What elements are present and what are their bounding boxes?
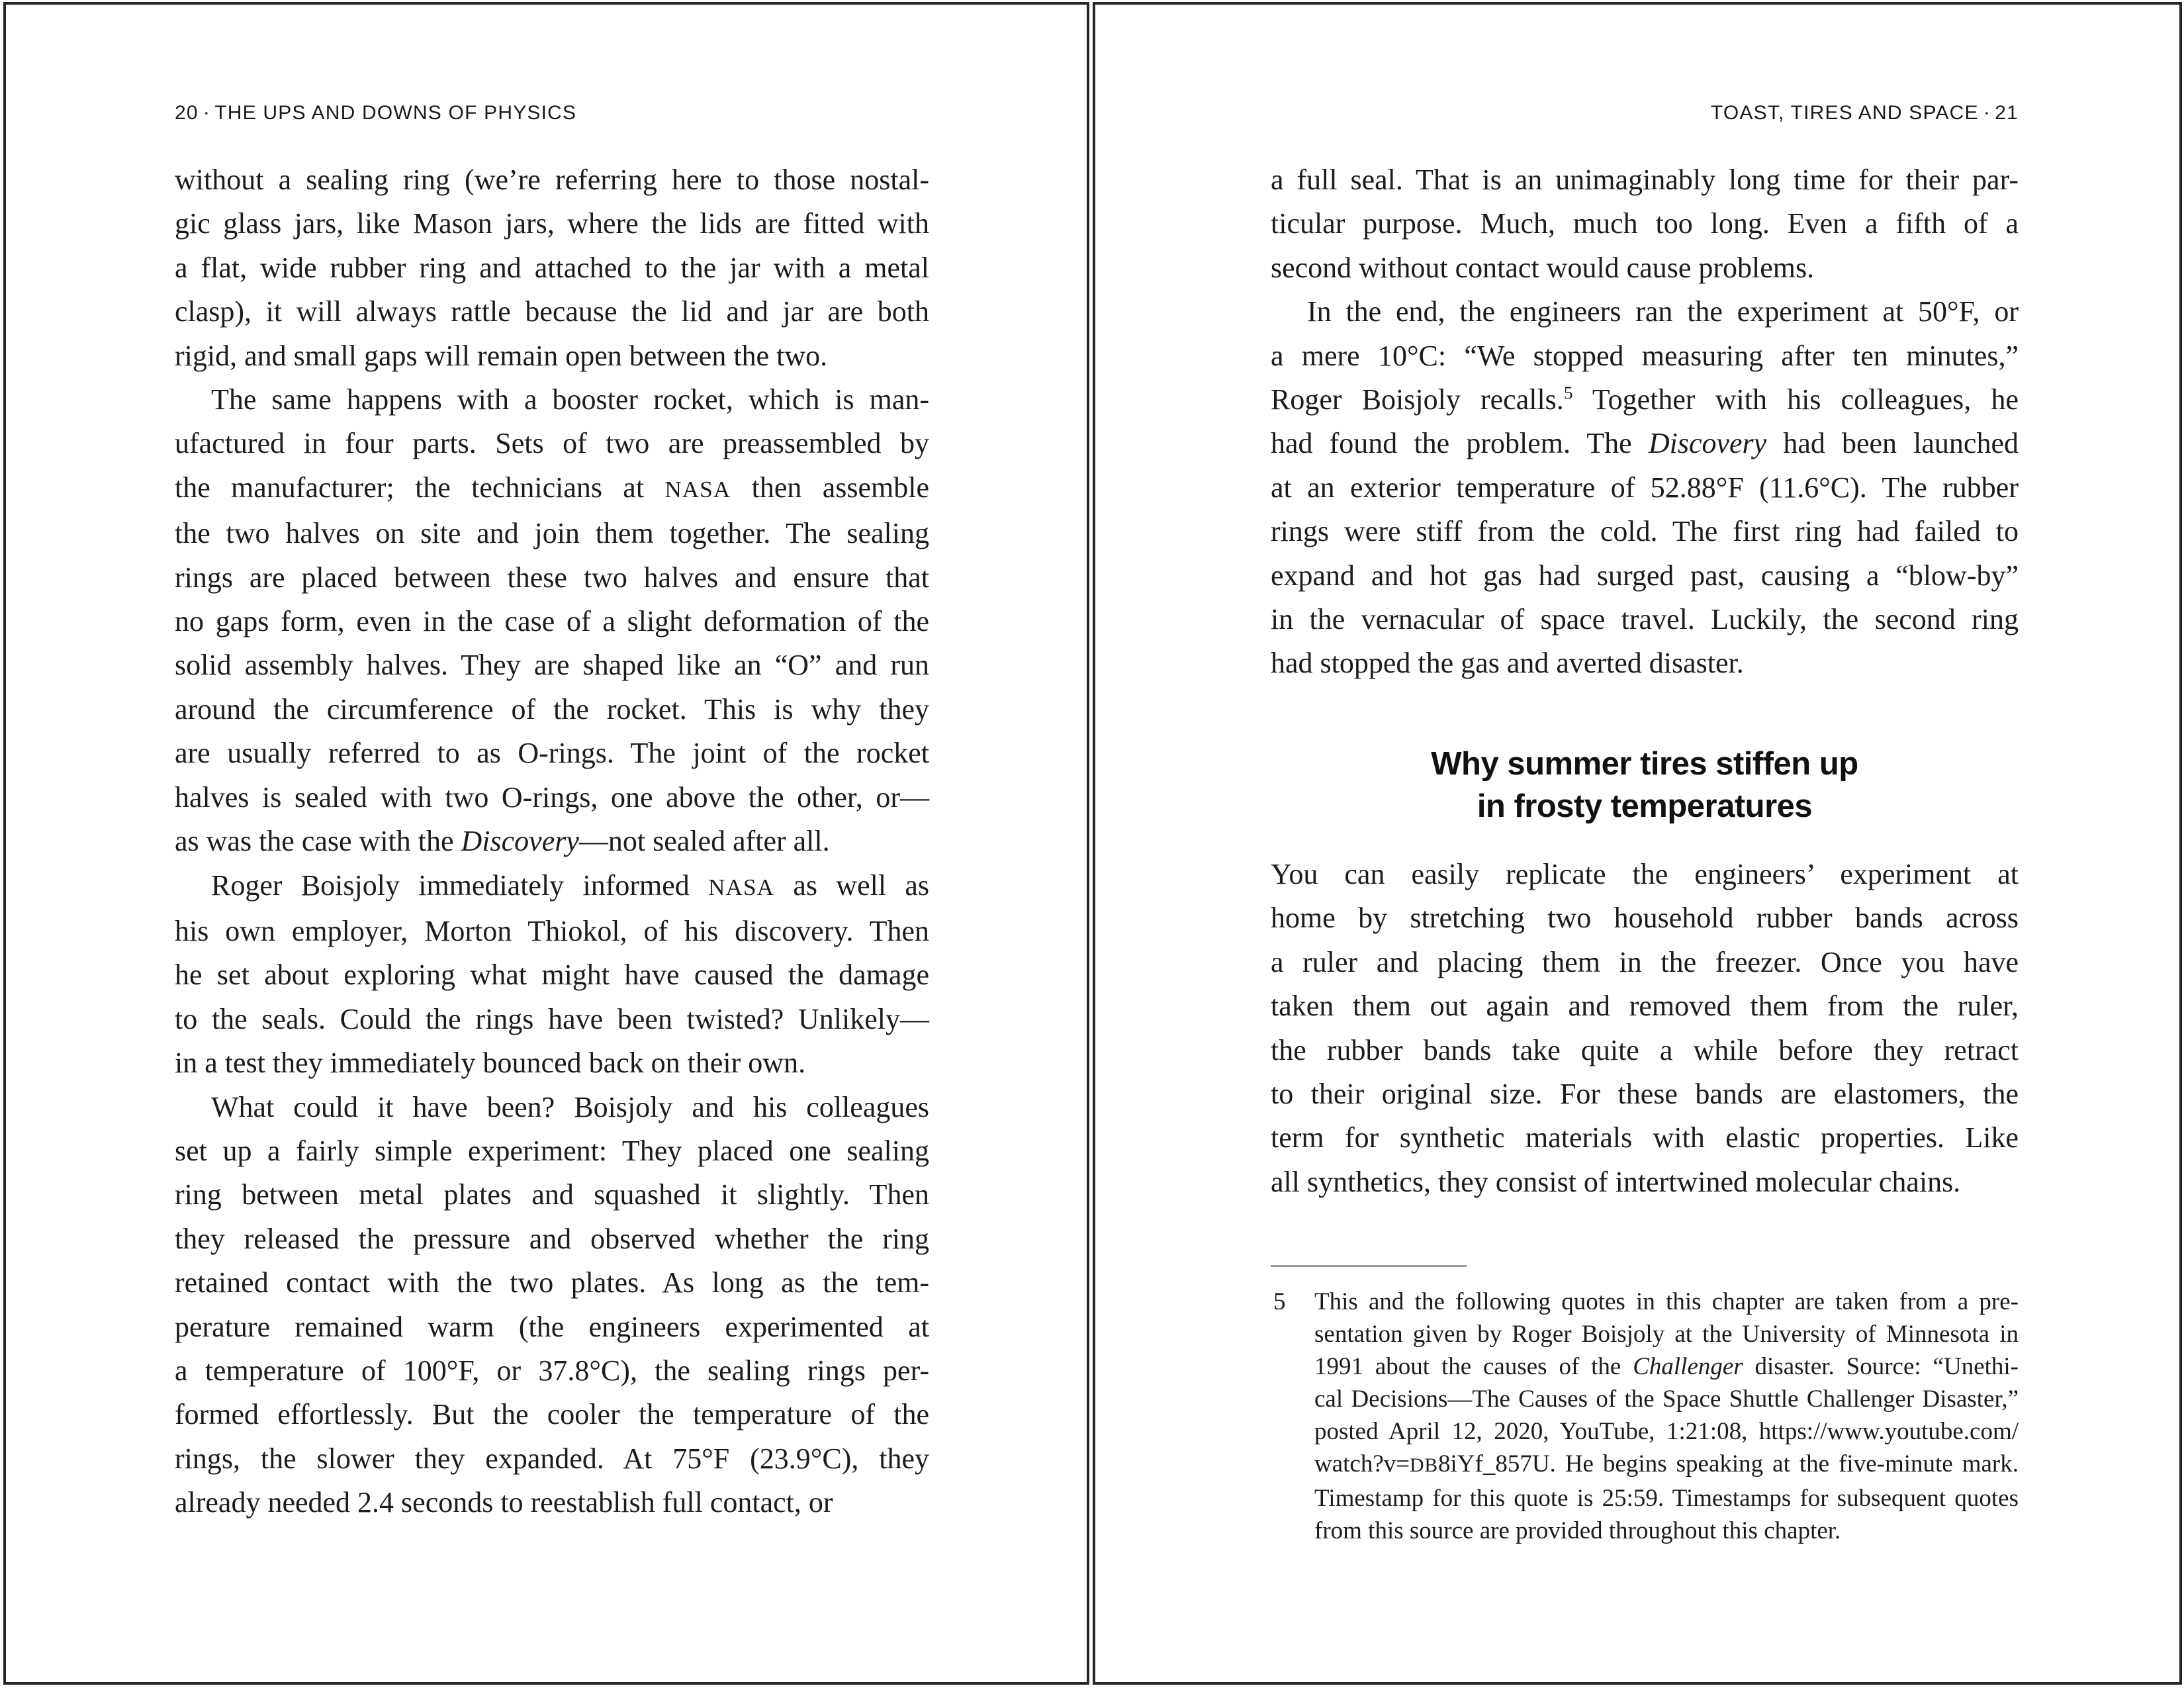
text-line: Why summer tires stiffen up (1431, 745, 1858, 782)
paragraphs-after-heading (1271, 853, 2019, 1204)
text-line: home by stretching two household rubber bands across (1271, 902, 2019, 935)
text-line: watch?v=DB8iYf_857U. He begins speaking at the five-minute mark. (1314, 1450, 2019, 1478)
text-line: set up a fairly simple experiment: They placed one sealing (175, 1134, 929, 1167)
text-line: already needed 2.4 seconds to reestablish full contact, or (175, 1486, 833, 1519)
header-separator-square: ▪ (205, 109, 208, 118)
text-line: Timestamp for this quote is 25:59. Timestamps for subsequent quotes (1314, 1485, 2019, 1513)
footnote-lines (1314, 1286, 2019, 1547)
text-line: retained contact with the two plates. As long as the tem- (175, 1266, 929, 1299)
text-line: rings, the slower they expanded. At 75°F (23.9°C), they (175, 1442, 929, 1475)
text-line: in frosty temperatures (1477, 788, 1813, 824)
text-line: What could it have been? Boisjoly and his colleagues (211, 1090, 929, 1123)
text-line: cal Decisions—The Causes of the Space Shuttle Challenger Disaster,” (1314, 1385, 2019, 1413)
text-line: Roger Boisjoly recalls.$^5$ Together with his colleagues, he (1271, 383, 2019, 416)
text-line: had stopped the gas and averted disaster. (1271, 647, 1744, 680)
text-line: ring between metal plates and squashed it slightly. Then (175, 1178, 929, 1211)
text-line: solid assembly halves. They are shaped like an “O” and run (175, 649, 929, 682)
text-line: his own employer, Morton Thiokol, of his discovery. Then (175, 914, 929, 947)
text-line: the rubber bands take quite a while before they retract (1271, 1033, 2019, 1066)
paragraph (175, 158, 929, 378)
text-line: formed effortlessly. But the cooler the temperature of the (175, 1398, 929, 1431)
header-separator-square: ▪ (1985, 109, 1989, 118)
text-line: You can easily replicate the engineers’ experiment at (1271, 857, 2019, 890)
folio-right: 21 (1995, 102, 2019, 124)
text-line: sentation given by Roger Boisjoly at the University of Minnesota in (1314, 1321, 2019, 1348)
text-line: halves is sealed with two O-rings, one above the other, or— (175, 780, 929, 814)
paragraph (175, 378, 929, 863)
running-head-right (1271, 100, 2019, 126)
text-line: in the vernacular of space travel. Luckily, the second ring (1271, 603, 2019, 636)
text-line: posted April 12, 2020, YouTube, 1:21:08, https://www.youtube.com/ (1314, 1418, 2019, 1446)
text-line: Roger Boisjoly immediately informed NASA as well as (211, 868, 929, 902)
text-line: ufactured in four parts. Sets of two are preassembled by (175, 427, 929, 460)
paragraph (1271, 853, 2019, 1204)
text-line: had found the problem. The Discovery had been launched (1271, 427, 2019, 460)
paragraph (1271, 158, 2019, 290)
text-line: expand and hot gas had surged past, causing a “blow-by” (1271, 559, 2019, 592)
text-line: around the circumference of the rocket. This is why they (175, 692, 929, 726)
body-column-right (1271, 158, 2019, 1547)
text-line: rings are placed between these two halves and ensure that (175, 561, 929, 594)
text-line: to their original size. For these bands are elastomers, the (1271, 1077, 2019, 1110)
text-line: without a sealing ring (we’re referring here to those nostal- (175, 164, 929, 196)
text-line: This and the following quotes in this chapter are taken from a pre- (1314, 1288, 2019, 1316)
text-line: no gaps form, even in the case of a slight deformation of the (175, 605, 929, 638)
text-line: in a test they immediately bounced back on their own. (175, 1047, 806, 1080)
section-heading (1271, 743, 2019, 827)
text-line: a mere 10°C: “We stopped measuring after ten minutes,” (1271, 339, 2019, 372)
text-line: all synthetics, they consist of intertwined molecular chains. (1271, 1165, 1961, 1198)
text-line: a temperature of 100°F, or 37.8°C), the sealing rings per- (175, 1354, 929, 1387)
body-column-left (175, 158, 929, 1525)
footnote-number: 5 (1273, 1288, 1286, 1316)
text-line: they released the pressure and observed whether the ring (175, 1222, 929, 1255)
paragraph (1271, 290, 2019, 686)
paragraph (175, 864, 929, 1086)
text-line: a full seal. That is an unimaginably long time for their par- (1271, 164, 2019, 196)
text-line: a flat, wide rubber ring and attached to the jar with a metal (175, 251, 929, 284)
page-left (3, 2, 1089, 1685)
text-line: clasp), it will always rattle because the lid and jar are both (175, 295, 929, 328)
paragraphs-before-heading (1271, 158, 2019, 686)
text-line: are usually referred to as O-rings. The joint of the rocket (175, 737, 929, 770)
text-line: at an exterior temperature of 52.88°F (11.6°C). The rubber (1271, 471, 2019, 504)
text-line: from this source are provided throughout this chapter. (1314, 1517, 1841, 1545)
page-right (1093, 2, 2182, 1685)
text-line: rings were stiff from the cold. The first ring had failed to (1271, 515, 2019, 548)
text-line: the two halves on site and join them together. The sealing (175, 517, 929, 550)
text-line: In the end, the engineers ran the experiment at 50°F, or (1307, 295, 2019, 328)
text-line: term for synthetic materials with elastic properties. Like (1271, 1121, 2019, 1154)
footnote (1271, 1286, 2019, 1547)
running-title-right: TOAST, TIRES AND SPACE (1710, 102, 1979, 124)
text-line: gic glass jars, like Mason jars, where the lids are fitted with (175, 207, 929, 240)
running-head-left (175, 100, 929, 126)
text-line: perature remained warm (the engineers experimented at (175, 1310, 929, 1343)
text-line: he set about exploring what might have caused the damage (175, 959, 929, 992)
text-line: second without contact would cause problems. (1271, 251, 1815, 284)
text-line: The same happens with a booster rocket, which is man- (211, 383, 929, 416)
folio-left: 20 (175, 102, 199, 124)
text-line: ticular purpose. Much, much too long. Even a fifth of a (1271, 207, 2019, 240)
text-line: a ruler and placing them in the freezer. Once you have (1271, 945, 2019, 978)
text-line: as was the case with the Discovery—not sealed after all. (175, 825, 830, 858)
text-line: 1991 about the causes of the Challenger disaster. Source: “Unethi- (1314, 1353, 2019, 1381)
paragraph (175, 1086, 929, 1525)
text-line: the manufacturer; the technicians at NASA then assemble (175, 471, 929, 504)
text-line: rigid, and small gaps will remain open between the two. (175, 339, 828, 372)
text-line: taken them out again and removed them from the ruler, (1271, 990, 2019, 1023)
footnote-rule (1271, 1265, 1467, 1267)
text-line: to the seals. Could the rings have been twisted? Unlikely— (175, 1002, 929, 1035)
running-title-left: THE UPS AND DOWNS OF PHYSICS (214, 102, 577, 124)
